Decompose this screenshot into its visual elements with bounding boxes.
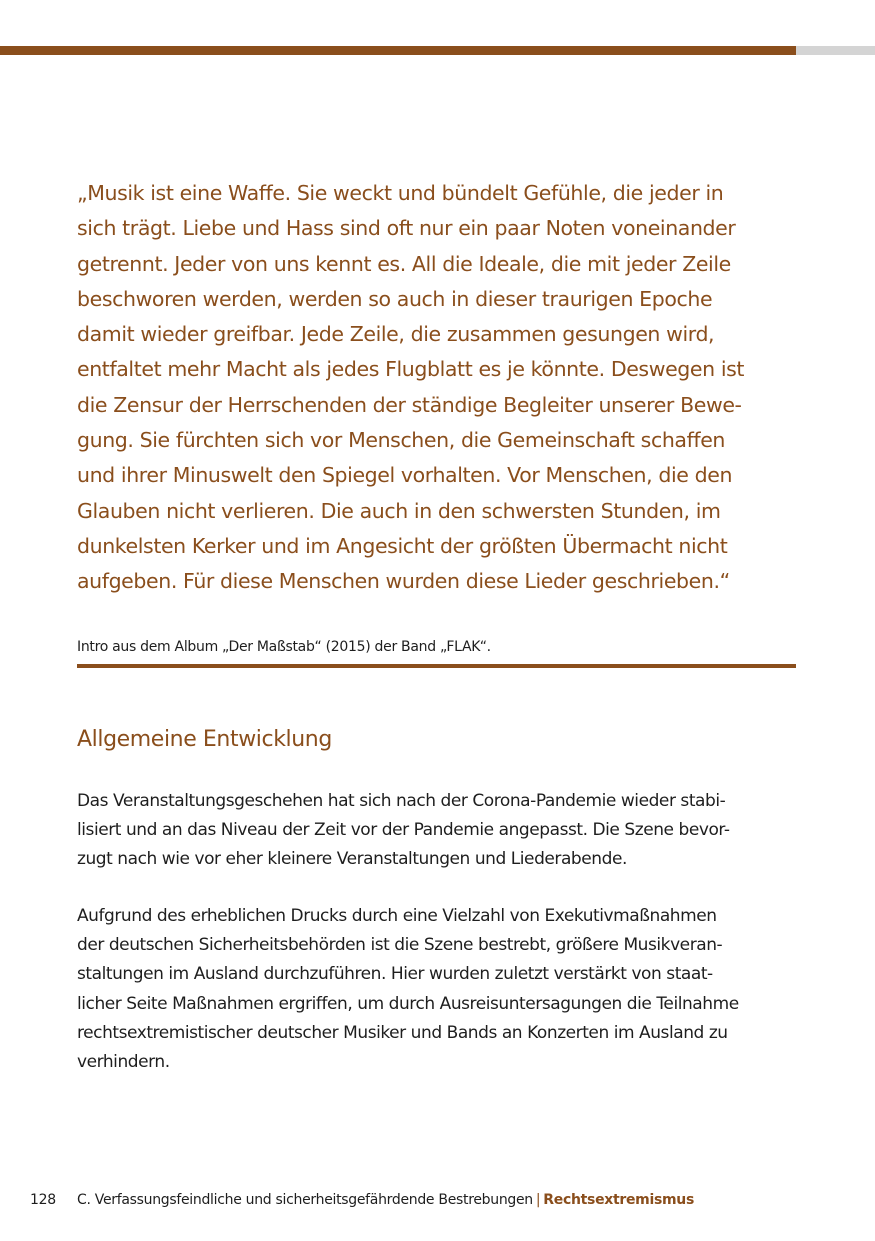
footer-chapter-title: C. Verfassungsfeindliche und sicherheitsgefährdende Bestrebungen (77, 1192, 533, 1208)
footer-topic: Rechtsextremismus (543, 1192, 694, 1208)
page-footer (0, 1189, 875, 1211)
pull-quote: „Musik ist eine Waffe. Sie weckt und bündelt Gefühle, die jeder in sich trägt. Liebe und Hass sind oft nur ein paar Noten voneinander getrennt. Jeder von uns kennt es. All die Ideale, die mit jeder Zeile beschworen werden, werden so auch in dieser traurigen Epoche damit wieder greifbar. Jede Zeile, die zusammen gesungen wird, entfaltet mehr Macht als jedes Flugblatt es je könnte. Deswegen ist die Zensur der Herrschenden der ständige Begleiter unserer Bewe- gung. Sie fürchten sich vor Menschen, die Gemeinschaft schaffen und ihrer Minuswelt den Spiegel vorhalten. Vor Menschen, die den Glauben nicht verlieren. Die auch in den schwersten Stunden, im dunkelsten Kerker und im Angesicht der größten Übermacht nicht aufgeben. Für diese Menschen wurden diese Lieder geschrieben.“ (77, 181, 745, 594)
page-number: 128 (30, 1192, 56, 1208)
quote-divider-rule (77, 664, 796, 668)
section-heading: Allgemeine Entwicklung (77, 727, 332, 752)
quote-source-caption: Intro aus dem Album „Der Maßstab“ (2015) der Band „FLAK“. (77, 639, 491, 655)
footer-running-title (77, 1189, 694, 1211)
header-accent-rule (0, 46, 796, 55)
header-grey-rule (796, 46, 875, 55)
body-paragraph: Aufgrund des erheblichen Drucks durch eine Vielzahl von Exekutivmaßnahmen der deutschen Sicherheitsbehörden ist die Szene bestrebt, größere Musikveran- staltungen im Ausland durchzuführen. Hier wurden zuletzt verstärkt von staat- licher Seite Maßnahmen ergriffen, um durch Ausreisuntersagungen die Teilnahme rechtsextremistischer deutscher Musiker und Bands an Konzerten im Ausland zu verhindern. (77, 906, 739, 1073)
footer-separator: | (535, 1192, 541, 1208)
body-paragraph: Das Veranstaltungsgeschehen hat sich nach der Corona-Pandemie wieder stabi- lisiert und an das Niveau der Zeit vor der Pandemie angepasst. Die Szene bevor- zugt nach wie vor eher kleinere Veranstaltungen und Liederabende. (77, 791, 730, 870)
